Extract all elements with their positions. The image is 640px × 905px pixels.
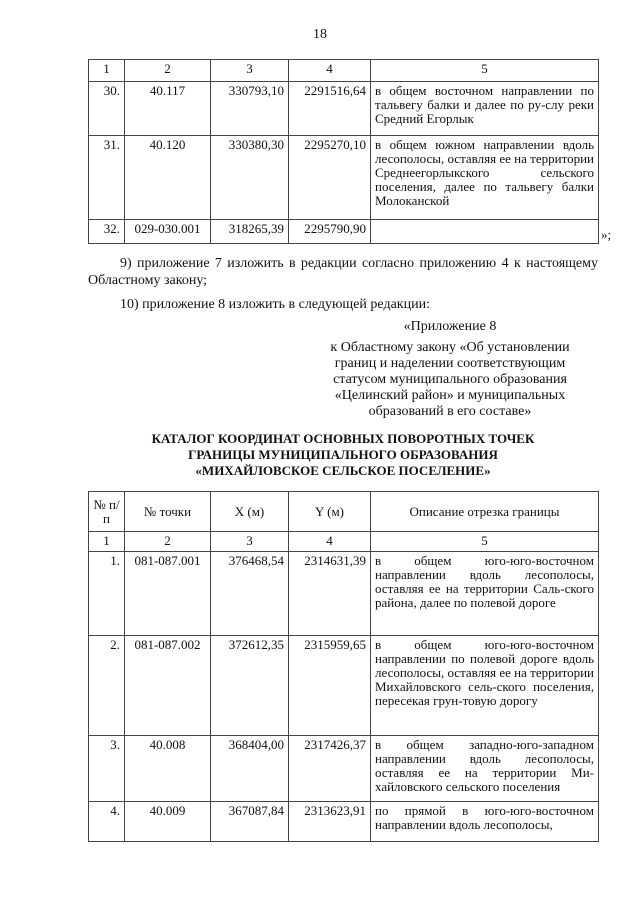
colnum-2: 2 xyxy=(125,60,211,82)
table-row xyxy=(89,736,599,802)
header-description: Описание отрезка границы xyxy=(371,492,599,532)
table-row xyxy=(89,82,599,136)
appendix-line: к Областному закону «Об установлении xyxy=(330,340,570,355)
y-coordinate: 2295790,90 xyxy=(289,220,371,244)
x-coordinate: 376468,54 xyxy=(211,552,289,636)
colnum-4: 4 xyxy=(289,60,371,82)
segment-description: в общем западно-юго-западном направлении вдоль лесополосы, оставляя ее на территории Ми-хайловского сельского поселения xyxy=(371,736,599,802)
row-number: 2. xyxy=(89,636,125,736)
coordinates-table-continued xyxy=(88,59,599,244)
table-row xyxy=(89,636,599,736)
colnum-3: 3 xyxy=(211,60,289,82)
colnum-5: 5 xyxy=(371,60,599,82)
table-row xyxy=(89,802,599,842)
point-number: 081-087.002 xyxy=(125,636,211,736)
y-coordinate: 2291516,64 xyxy=(289,82,371,136)
appendix-title: «Приложение 8 xyxy=(403,319,497,334)
row-number: 31. xyxy=(89,136,125,220)
segment-description: в общем южном направлении вдоль лесополосы, оставляя ее на территории Среднеегорлыкского сельского поселения, далее по тальвегу балки Молоканской xyxy=(371,136,599,220)
colnum-4: 4 xyxy=(289,532,371,552)
x-coordinate: 367087,84 xyxy=(211,802,289,842)
segment-description xyxy=(371,220,599,244)
appendix-line: образований в его составе» xyxy=(368,404,532,419)
segment-description: по прямой в юго-юго-восточном направлении вдоль лесополосы, xyxy=(371,802,599,842)
row-number: 3. xyxy=(89,736,125,802)
x-coordinate: 330793,10 xyxy=(211,82,289,136)
heading-line: «МИХАЙЛОВСКОЕ СЕЛЬСКОЕ ПОСЕЛЕНИЕ» xyxy=(195,463,491,478)
y-coordinate: 2317426,37 xyxy=(289,736,371,802)
segment-description: в общем юго-юго-восточном направлении по полевой дороге вдоль лесополосы, оставляя ее на территории Михайловского сель-ского поселения, пересекая грун-товую дорогу xyxy=(371,636,599,736)
colnum-1: 1 xyxy=(89,532,125,552)
x-coordinate: 372612,35 xyxy=(211,636,289,736)
point-number: 40.117 xyxy=(125,82,211,136)
coordinates-table xyxy=(88,491,599,842)
appendix-line: границ и наделении соответствующим xyxy=(334,356,566,371)
x-coordinate: 368404,00 xyxy=(211,736,289,802)
segment-description: в общем юго-юго-восточном направлении вдоль лесополосы, оставляя ее на территории Саль-ского района, далее по полевой дороге xyxy=(371,552,599,636)
appendix-line: «Целинский район» и муниципальных xyxy=(334,388,566,403)
y-coordinate: 2313623,91 xyxy=(289,802,371,842)
colnum-1: 1 xyxy=(89,60,125,82)
appendix-subtitle xyxy=(300,340,600,420)
x-coordinate: 330380,30 xyxy=(211,136,289,220)
point-number: 081-087.001 xyxy=(125,552,211,636)
page-number: 18 xyxy=(313,27,327,42)
point-number: 029-030.001 xyxy=(125,220,211,244)
table-header-row xyxy=(89,492,599,532)
x-coordinate: 318265,39 xyxy=(211,220,289,244)
point-number: 40.008 xyxy=(125,736,211,802)
row-number: 32. xyxy=(89,220,125,244)
paragraph-10: 10) приложение 8 изложить в следующей редакции: xyxy=(120,297,430,312)
closing-quote: »; xyxy=(601,227,612,242)
y-coordinate: 2314631,39 xyxy=(289,552,371,636)
colnum-3: 3 xyxy=(211,532,289,552)
header-y: Y (м) xyxy=(289,492,371,532)
point-number: 40.009 xyxy=(125,802,211,842)
row-number: 30. xyxy=(89,82,125,136)
header-x: X (м) xyxy=(211,492,289,532)
segment-description: в общем восточном направлении по тальвегу балки и далее по ру-слу реки Средний Егорлык xyxy=(371,82,599,136)
table-row xyxy=(89,136,599,220)
heading-line: КАТАЛОГ КООРДИНАТ ОСНОВНЫХ ПОВОРОТНЫХ ТОЧЕК xyxy=(151,431,535,446)
colnum-2: 2 xyxy=(125,532,211,552)
table-row xyxy=(89,220,599,244)
appendix-line: статусом муниципального образования xyxy=(333,372,567,387)
header-row-number: № п/п xyxy=(89,492,125,532)
row-number: 1. xyxy=(89,552,125,636)
colnum-5: 5 xyxy=(371,532,599,552)
y-coordinate: 2295270,10 xyxy=(289,136,371,220)
table-row xyxy=(89,552,599,636)
catalog-heading xyxy=(88,431,598,479)
point-number: 40.120 xyxy=(125,136,211,220)
row-number: 4. xyxy=(89,802,125,842)
header-point-number: № точки xyxy=(125,492,211,532)
y-coordinate: 2315959,65 xyxy=(289,636,371,736)
heading-line: ГРАНИЦЫ МУНИЦИПАЛЬНОГО ОБРАЗОВАНИЯ xyxy=(188,447,498,462)
paragraph-9: 9) приложение 7 изложить в редакции согласно приложению 4 к настоящему Областному закону; xyxy=(88,256,598,288)
